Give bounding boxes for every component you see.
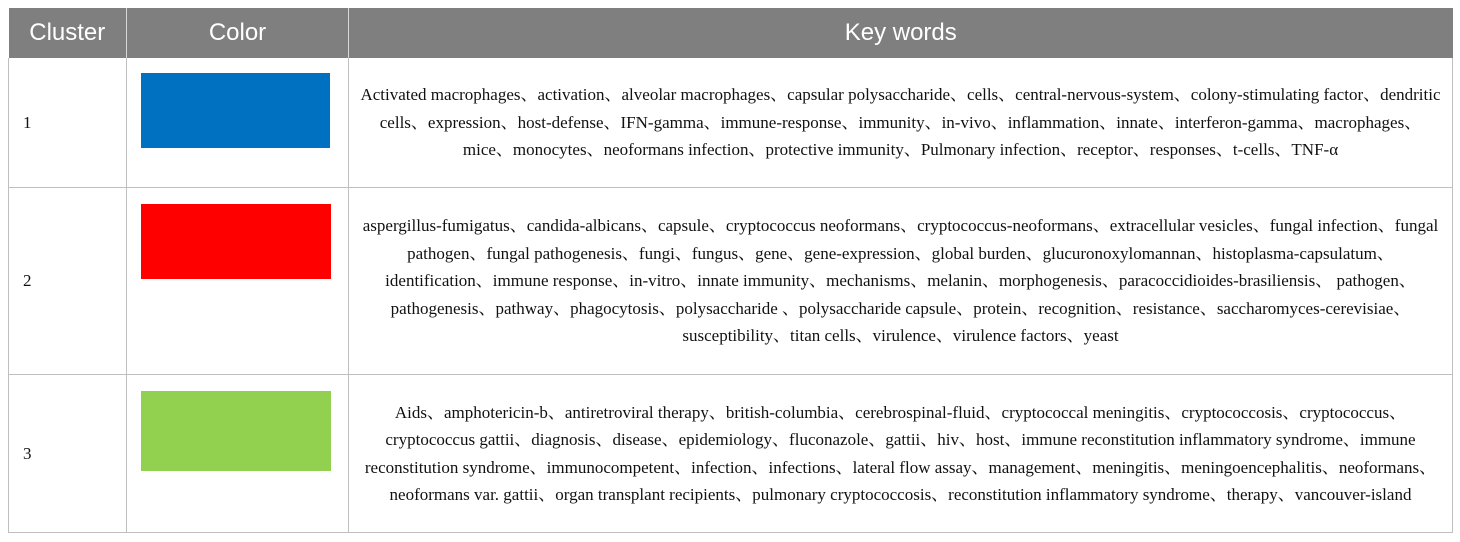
color-swatch — [141, 204, 331, 279]
cluster-number: 3 — [9, 375, 127, 533]
table-row — [9, 375, 1453, 533]
color-swatch — [141, 73, 330, 148]
key-words-cell: aspergillus-fumigatus、candida-albicans、capsule、cryptococcus neoformans、cryptococcus-neoformans、extracellular vesicles、fungal infection、fungal pathogen、fungal pathogenesis、fungi、fungus、gene、gene-expression、global burden、glucuronoxylomannan、histoplasma-capsulatum、identification、immune response、in-vitro、innate immunity、mechanisms、melanin、morphogenesis、paracoccidioides-brasiliensis、 pathogen、pathogenesis、pathway、phagocytosis、polysaccharide 、polysaccharide capsule、protein、recognition、resistance、saccharomyces-cerevisiae、susceptibility、titan cells、virulence、virulence factors、yeast — [349, 188, 1453, 375]
cluster-number: 2 — [9, 188, 127, 375]
color-cell — [127, 188, 349, 375]
color-cell — [127, 375, 349, 533]
table-row — [9, 58, 1453, 188]
header-cluster: Cluster — [9, 8, 127, 58]
header-key-words: Key words — [349, 8, 1453, 58]
color-cell — [127, 58, 349, 188]
key-words-cell: Activated macrophages、activation、alveolar macrophages、capsular polysaccharide、cells、central-nervous-system、colony-stimulating factor、dendritic cells、expression、host-defense、IFN-gamma、immune-response、immunity、in-vivo、inflammation、innate、interferon-gamma、macrophages、mice、monocytes、neoformans infection、protective immunity、Pulmonary infection、receptor、responses、t-cells、TNF-α — [349, 58, 1453, 188]
color-swatch — [141, 391, 331, 471]
key-words-cell: Aids、amphotericin-b、antiretroviral therapy、british-columbia、cerebrospinal-fluid、cryptococcal meningitis、cryptococcosis、cryptococcus、cryptococcus gattii、diagnosis、disease、epidemiology、fluconazole、gattii、hiv、host、immune reconstitution inflammatory syndrome、immune reconstitution syndrome、immunocompetent、infection、infections、lateral flow assay、management、meningitis、meningoencephalitis、neoformans、neoformans var. gattii、organ transplant recipients、pulmonary cryptococcosis、reconstitution inflammatory syndrome、therapy、vancouver-island — [349, 375, 1453, 533]
header-row — [9, 8, 1453, 58]
cluster-number: 1 — [9, 58, 127, 188]
header-color: Color — [127, 8, 349, 58]
table-row — [9, 188, 1453, 375]
cluster-keyword-table — [8, 8, 1453, 533]
